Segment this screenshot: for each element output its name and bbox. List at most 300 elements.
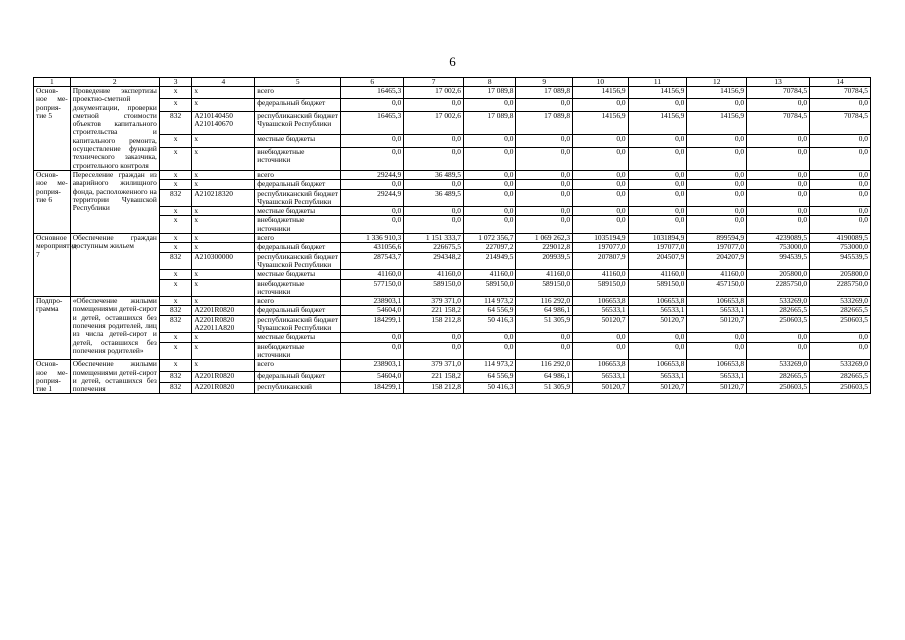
- amount-cell: 41160,0: [463, 270, 515, 279]
- amount-cell: 0,0: [404, 135, 464, 147]
- amount-cell: 0,0: [573, 170, 629, 179]
- amount-cell: 0,0: [628, 135, 687, 147]
- budget-code: х: [192, 147, 255, 170]
- amount-cell: 205800,0: [810, 270, 871, 279]
- budget-code: х: [192, 360, 255, 371]
- amount-cell: 0,0: [463, 189, 515, 207]
- grbs-code: 832: [159, 382, 192, 393]
- amount-cell: 184299,1: [341, 382, 404, 393]
- amount-cell: 0,0: [573, 189, 629, 207]
- amount-cell: 0,0: [747, 99, 810, 111]
- amount-cell: 282665,5: [810, 306, 871, 315]
- column-number: 3: [159, 78, 192, 87]
- grbs-code: 832: [159, 306, 192, 315]
- amount-cell: 0,0: [628, 170, 687, 179]
- amount-cell: 0,0: [810, 147, 871, 170]
- amount-cell: 0,0: [463, 342, 515, 360]
- table-body: [34, 78, 871, 394]
- grbs-code: х: [159, 243, 192, 252]
- program-status: Основ-ное ме-роприя-тие 6: [34, 170, 71, 233]
- amount-cell: 41160,0: [341, 270, 404, 279]
- amount-cell: 14156,9: [687, 111, 747, 134]
- program-status: Подпро-грамма: [34, 297, 71, 360]
- grbs-code: 832: [159, 189, 192, 207]
- column-number: 9: [516, 78, 573, 87]
- table-row: [34, 99, 871, 111]
- funding-source: местные бюджеты: [255, 135, 341, 147]
- amount-cell: 50120,7: [573, 382, 629, 393]
- amount-cell: 16465,3: [341, 87, 404, 99]
- amount-cell: 70784,5: [747, 87, 810, 99]
- amount-cell: 0,0: [687, 99, 747, 111]
- amount-cell: 50120,7: [687, 315, 747, 333]
- amount-cell: 0,0: [810, 216, 871, 234]
- amount-cell: 54604,0: [341, 306, 404, 315]
- grbs-code: х: [159, 297, 192, 306]
- funding-source: республиканский бюджет Чувашской Республики: [255, 111, 341, 134]
- budget-code: х: [192, 87, 255, 99]
- amount-cell: 106653,8: [628, 360, 687, 371]
- amount-cell: 0,0: [573, 333, 629, 342]
- grbs-code: 832: [159, 252, 192, 270]
- amount-cell: 50120,7: [628, 315, 687, 333]
- amount-cell: 577150,0: [341, 279, 404, 297]
- amount-cell: 0,0: [463, 180, 515, 189]
- amount-cell: 50120,7: [687, 382, 747, 393]
- amount-cell: 589150,0: [463, 279, 515, 297]
- amount-cell: 116 292,0: [516, 360, 573, 371]
- amount-cell: 4239089,5: [747, 234, 810, 243]
- amount-cell: 41160,0: [516, 270, 573, 279]
- amount-cell: 287543,7: [341, 252, 404, 270]
- amount-cell: 0,0: [747, 333, 810, 342]
- amount-cell: 0,0: [687, 333, 747, 342]
- amount-cell: 0,0: [341, 99, 404, 111]
- amount-cell: 0,0: [463, 216, 515, 234]
- amount-cell: 0,0: [404, 333, 464, 342]
- amount-cell: 214949,5: [463, 252, 515, 270]
- amount-cell: 2285750,0: [747, 279, 810, 297]
- amount-cell: 0,0: [628, 99, 687, 111]
- amount-cell: 0,0: [404, 180, 464, 189]
- amount-cell: 36 489,5: [404, 189, 464, 207]
- table-row: [34, 189, 871, 207]
- budget-code: х: [192, 297, 255, 306]
- page-number: 6: [449, 54, 456, 69]
- amount-cell: 50 416,3: [463, 382, 515, 393]
- amount-cell: 0,0: [747, 170, 810, 179]
- amount-cell: 14156,9: [573, 111, 629, 134]
- program-description: Переселение граждан из аварийного жилищного фонда, расположенного на территории Чувашской Республики: [70, 170, 159, 233]
- amount-cell: 0,0: [628, 147, 687, 170]
- table-row: [34, 333, 871, 342]
- column-number: 13: [747, 78, 810, 87]
- budget-code: х: [192, 170, 255, 179]
- amount-cell: 0,0: [810, 99, 871, 111]
- budget-code: х: [192, 180, 255, 189]
- amount-cell: 158 212,8: [404, 315, 464, 333]
- amount-cell: 0,0: [341, 216, 404, 234]
- amount-cell: 533269,0: [747, 360, 810, 371]
- amount-cell: 0,0: [747, 342, 810, 360]
- amount-cell: 1 151 333,7: [404, 234, 464, 243]
- budget-code: х: [192, 216, 255, 234]
- budget-code: А2201R0820: [192, 306, 255, 315]
- amount-cell: 533269,0: [747, 297, 810, 306]
- column-number: 1: [34, 78, 71, 87]
- budget-table: [33, 77, 871, 394]
- table-row: [34, 306, 871, 315]
- funding-source: федеральный бюджет: [255, 99, 341, 111]
- program-description: Обеспечение граждан доступным жильем: [70, 234, 159, 297]
- amount-cell: 457150,0: [687, 279, 747, 297]
- amount-cell: 0,0: [628, 216, 687, 234]
- amount-cell: 0,0: [463, 207, 515, 216]
- amount-cell: 589150,0: [628, 279, 687, 297]
- amount-cell: 0,0: [747, 216, 810, 234]
- amount-cell: 533269,0: [810, 360, 871, 371]
- amount-cell: 0,0: [516, 207, 573, 216]
- amount-cell: 250603,5: [747, 382, 810, 393]
- amount-cell: 41160,0: [573, 270, 629, 279]
- amount-cell: 0,0: [747, 180, 810, 189]
- grbs-code: х: [159, 333, 192, 342]
- amount-cell: 204507,9: [628, 252, 687, 270]
- amount-cell: 106653,8: [573, 360, 629, 371]
- amount-cell: 158 212,8: [404, 382, 464, 393]
- amount-cell: 589150,0: [404, 279, 464, 297]
- grbs-code: х: [159, 279, 192, 297]
- funding-source: всего: [255, 87, 341, 99]
- amount-cell: 0,0: [341, 180, 404, 189]
- amount-cell: 64 986,1: [516, 306, 573, 315]
- grbs-code: х: [159, 135, 192, 147]
- amount-cell: 250603,5: [810, 382, 871, 393]
- budget-code: х: [192, 342, 255, 360]
- amount-cell: 1 072 356,7: [463, 234, 515, 243]
- amount-cell: 0,0: [687, 216, 747, 234]
- budget-code: А210300000: [192, 252, 255, 270]
- budget-code: х: [192, 333, 255, 342]
- funding-source: внебюджетные источники: [255, 279, 341, 297]
- amount-cell: 2285750,0: [810, 279, 871, 297]
- amount-cell: 753000,0: [810, 243, 871, 252]
- amount-cell: 29244,9: [341, 170, 404, 179]
- program-status: Основ-ное ме-роприя-тие 1: [34, 360, 71, 394]
- amount-cell: 0,0: [573, 180, 629, 189]
- column-number: 8: [463, 78, 515, 87]
- budget-code: х: [192, 234, 255, 243]
- funding-source: федеральный бюджет: [255, 306, 341, 315]
- amount-cell: 70784,5: [747, 111, 810, 134]
- amount-cell: 14156,9: [573, 87, 629, 99]
- amount-cell: 197077,0: [628, 243, 687, 252]
- amount-cell: 1035194,9: [573, 234, 629, 243]
- amount-cell: 56533,1: [628, 371, 687, 382]
- amount-cell: 14156,9: [628, 111, 687, 134]
- table-row: [34, 315, 871, 333]
- grbs-code: х: [159, 170, 192, 179]
- amount-cell: 197077,0: [573, 243, 629, 252]
- amount-cell: 238903,1: [341, 297, 404, 306]
- amount-cell: 16465,3: [341, 111, 404, 134]
- amount-cell: 753000,0: [747, 243, 810, 252]
- amount-cell: 0,0: [404, 207, 464, 216]
- table-row: [34, 382, 871, 393]
- budget-code: А2201R0820: [192, 371, 255, 382]
- amount-cell: 50120,7: [628, 382, 687, 393]
- amount-cell: 0,0: [628, 180, 687, 189]
- amount-cell: 0,0: [687, 342, 747, 360]
- amount-cell: 17 089,8: [516, 87, 573, 99]
- budget-code: х: [192, 243, 255, 252]
- amount-cell: 0,0: [810, 333, 871, 342]
- amount-cell: 0,0: [573, 216, 629, 234]
- amount-cell: 0,0: [810, 170, 871, 179]
- amount-cell: 56533,1: [573, 306, 629, 315]
- amount-cell: 106653,8: [687, 360, 747, 371]
- amount-cell: 50 416,3: [463, 315, 515, 333]
- grbs-code: 832: [159, 315, 192, 333]
- amount-cell: 17 089,8: [463, 111, 515, 134]
- column-number: 4: [192, 78, 255, 87]
- amount-cell: 0,0: [628, 189, 687, 207]
- amount-cell: 0,0: [463, 170, 515, 179]
- amount-cell: 0,0: [463, 147, 515, 170]
- amount-cell: 14156,9: [687, 87, 747, 99]
- amount-cell: 17 089,8: [516, 111, 573, 134]
- amount-cell: 4190089,5: [810, 234, 871, 243]
- amount-cell: 431056,6: [341, 243, 404, 252]
- column-number: 7: [404, 78, 464, 87]
- grbs-code: х: [159, 270, 192, 279]
- funding-source: всего: [255, 170, 341, 179]
- funding-source: местные бюджеты: [255, 207, 341, 216]
- amount-cell: 294348,2: [404, 252, 464, 270]
- grbs-code: х: [159, 99, 192, 111]
- amount-cell: 0,0: [341, 333, 404, 342]
- budget-code: А210218320: [192, 189, 255, 207]
- funding-source: республиканский: [255, 382, 341, 393]
- amount-cell: 0,0: [516, 147, 573, 170]
- amount-cell: 0,0: [687, 135, 747, 147]
- amount-cell: 41160,0: [687, 270, 747, 279]
- amount-cell: 106653,8: [687, 297, 747, 306]
- amount-cell: 205800,0: [747, 270, 810, 279]
- amount-cell: 56533,1: [687, 306, 747, 315]
- table-row: [34, 252, 871, 270]
- amount-cell: 0,0: [463, 333, 515, 342]
- amount-cell: 204207,9: [687, 252, 747, 270]
- amount-cell: 29244,9: [341, 189, 404, 207]
- amount-cell: 116 292,0: [516, 297, 573, 306]
- amount-cell: 17 002,6: [404, 111, 464, 134]
- amount-cell: 51 305,9: [516, 382, 573, 393]
- amount-cell: 0,0: [810, 135, 871, 147]
- program-status: Основ-ное ме-роприя-тие 5: [34, 87, 71, 171]
- amount-cell: 64 986,1: [516, 371, 573, 382]
- amount-cell: 36 489,5: [404, 170, 464, 179]
- amount-cell: 229012,8: [516, 243, 573, 252]
- amount-cell: 0,0: [516, 170, 573, 179]
- amount-cell: 70784,5: [810, 111, 871, 134]
- grbs-code: х: [159, 360, 192, 371]
- amount-cell: 0,0: [404, 99, 464, 111]
- amount-cell: 0,0: [404, 342, 464, 360]
- amount-cell: 0,0: [573, 147, 629, 170]
- column-number: 2: [70, 78, 159, 87]
- amount-cell: 0,0: [628, 342, 687, 360]
- amount-cell: 994539,5: [747, 252, 810, 270]
- amount-cell: 1031894,9: [628, 234, 687, 243]
- amount-cell: 197077,0: [687, 243, 747, 252]
- amount-cell: 0,0: [687, 147, 747, 170]
- amount-cell: 0,0: [341, 207, 404, 216]
- amount-cell: 17 002,6: [404, 87, 464, 99]
- amount-cell: 0,0: [463, 135, 515, 147]
- amount-cell: 250603,5: [747, 315, 810, 333]
- budget-code: х: [192, 270, 255, 279]
- funding-source: республиканский бюджет Чувашской Республики: [255, 189, 341, 207]
- budget-code: х: [192, 279, 255, 297]
- amount-cell: 70784,5: [810, 87, 871, 99]
- funding-source: республиканский бюджет Чувашской Республики: [255, 252, 341, 270]
- amount-cell: 0,0: [341, 147, 404, 170]
- column-number: 14: [810, 78, 871, 87]
- budget-code: х: [192, 99, 255, 111]
- amount-cell: 1 069 262,3: [516, 234, 573, 243]
- amount-cell: 56533,1: [628, 306, 687, 315]
- table-row: [34, 371, 871, 382]
- amount-cell: 0,0: [573, 207, 629, 216]
- amount-cell: 114 973,2: [463, 360, 515, 371]
- amount-cell: 0,0: [516, 135, 573, 147]
- amount-cell: 0,0: [404, 216, 464, 234]
- funding-source: федеральный бюджет: [255, 180, 341, 189]
- grbs-code: 832: [159, 371, 192, 382]
- funding-source: федеральный бюджет: [255, 243, 341, 252]
- amount-cell: 0,0: [573, 99, 629, 111]
- table-row: [34, 111, 871, 134]
- amount-cell: 184299,1: [341, 315, 404, 333]
- amount-cell: 0,0: [810, 342, 871, 360]
- amount-cell: 0,0: [747, 135, 810, 147]
- program-description: Проведение экспертизы проектно-сметной документации, проверки сметной стоимости объектов капитального строительства и капитального ремонта, осуществление функций технического заказчика, строительного контроля: [70, 87, 159, 171]
- budget-code: х: [192, 135, 255, 147]
- amount-cell: 64 556,9: [463, 371, 515, 382]
- amount-cell: 533269,0: [810, 297, 871, 306]
- amount-cell: 238903,1: [341, 360, 404, 371]
- amount-cell: 0,0: [810, 189, 871, 207]
- amount-cell: 14156,9: [628, 87, 687, 99]
- amount-cell: 221 158,2: [404, 306, 464, 315]
- program-description: Обеспечение жилыми помещениями детей-сирот и детей, оставшихся без попечения: [70, 360, 159, 394]
- amount-cell: 0,0: [516, 216, 573, 234]
- amount-cell: 227097,2: [463, 243, 515, 252]
- amount-cell: 0,0: [810, 180, 871, 189]
- funding-source: всего: [255, 360, 341, 371]
- amount-cell: 0,0: [628, 207, 687, 216]
- amount-cell: 0,0: [516, 333, 573, 342]
- amount-cell: 221 158,2: [404, 371, 464, 382]
- amount-cell: 0,0: [687, 180, 747, 189]
- amount-cell: 250603,5: [810, 315, 871, 333]
- amount-cell: 0,0: [341, 342, 404, 360]
- amount-cell: 282665,5: [747, 306, 810, 315]
- amount-cell: 51 305,9: [516, 315, 573, 333]
- amount-cell: 226675,5: [404, 243, 464, 252]
- amount-cell: 0,0: [516, 189, 573, 207]
- amount-cell: 899594,9: [687, 234, 747, 243]
- amount-cell: 0,0: [687, 170, 747, 179]
- grbs-code: х: [159, 216, 192, 234]
- amount-cell: 114 973,2: [463, 297, 515, 306]
- amount-cell: 282665,5: [747, 371, 810, 382]
- grbs-code: х: [159, 180, 192, 189]
- table-row: [34, 147, 871, 170]
- amount-cell: 0,0: [516, 99, 573, 111]
- grbs-code: х: [159, 147, 192, 170]
- column-number: 12: [687, 78, 747, 87]
- funding-source: всего: [255, 234, 341, 243]
- grbs-code: х: [159, 234, 192, 243]
- table-row: [34, 87, 871, 99]
- amount-cell: 379 371,0: [404, 360, 464, 371]
- amount-cell: 0,0: [516, 180, 573, 189]
- amount-cell: 54604,0: [341, 371, 404, 382]
- table-row: [34, 270, 871, 279]
- amount-cell: 0,0: [573, 135, 629, 147]
- amount-cell: 207807,9: [573, 252, 629, 270]
- table-row: [34, 216, 871, 234]
- amount-cell: 0,0: [747, 189, 810, 207]
- amount-cell: 0,0: [628, 333, 687, 342]
- funding-source: внебюджетные источники: [255, 216, 341, 234]
- funding-source: республиканский бюджет Чувашской Республики: [255, 315, 341, 333]
- column-number: 5: [255, 78, 341, 87]
- amount-cell: 945539,5: [810, 252, 871, 270]
- amount-cell: 106653,8: [573, 297, 629, 306]
- amount-cell: 41160,0: [404, 270, 464, 279]
- program-status: Основное мероприятие 7: [34, 234, 71, 297]
- amount-cell: 0,0: [341, 135, 404, 147]
- table-row: [34, 135, 871, 147]
- table-row: [34, 180, 871, 189]
- grbs-code: х: [159, 87, 192, 99]
- amount-cell: 589150,0: [516, 279, 573, 297]
- budget-code: А210140450 А210140670: [192, 111, 255, 134]
- column-number: 10: [573, 78, 629, 87]
- amount-cell: 56533,1: [687, 371, 747, 382]
- column-number: 11: [628, 78, 687, 87]
- grbs-code: х: [159, 207, 192, 216]
- funding-source: федеральный бюджет: [255, 371, 341, 382]
- amount-cell: 41160,0: [628, 270, 687, 279]
- amount-cell: 589150,0: [573, 279, 629, 297]
- amount-cell: 0,0: [573, 342, 629, 360]
- amount-cell: 282665,5: [810, 371, 871, 382]
- amount-cell: 379 371,0: [404, 297, 464, 306]
- amount-cell: 209939,5: [516, 252, 573, 270]
- table-row: [34, 279, 871, 297]
- funding-source: внебюджетные источники: [255, 147, 341, 170]
- amount-cell: 0,0: [747, 147, 810, 170]
- program-description: «Обеспечение жилыми помещениями детей-сирот и детей, оставшихся без попечения родителей, лиц из числа детей-сирот и детей, оставшихся без попечения родителей»: [70, 297, 159, 360]
- amount-cell: 56533,1: [573, 371, 629, 382]
- funding-source: местные бюджеты: [255, 333, 341, 342]
- amount-cell: 1 336 910,3: [341, 234, 404, 243]
- amount-cell: 64 556,9: [463, 306, 515, 315]
